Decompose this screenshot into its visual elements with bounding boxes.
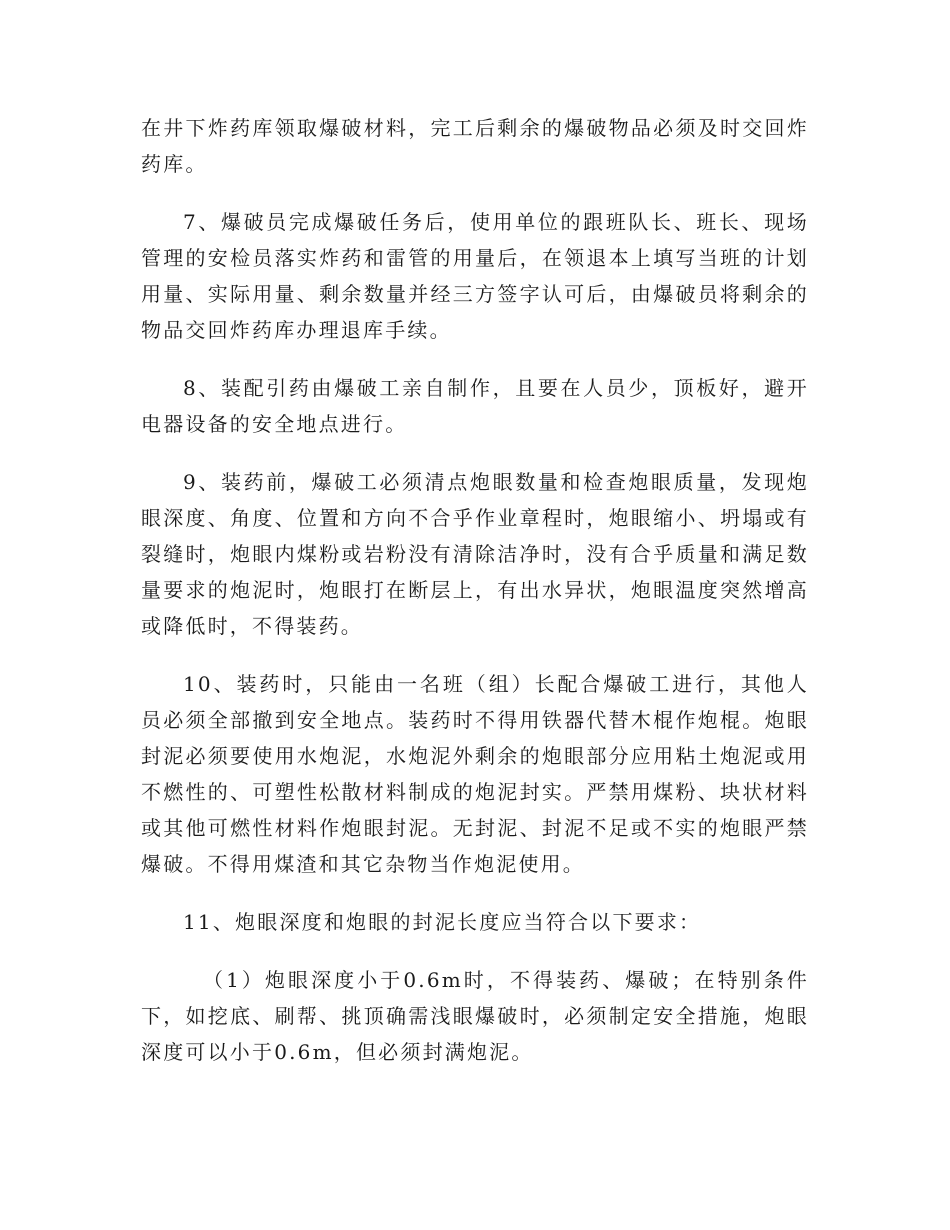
document-body [141, 110, 809, 1092]
paragraph-item-7: 7、爆破员完成爆破任务后，使用单位的跟班队长、班长、现场管理的安检员落实炸药和雷管的用量后，在领退本上填写当班的计划用量、实际用量、剩余数量并经三方签字认可后，由爆破员将剩余的物品交回炸药库办理退库手续。 [141, 210, 809, 342]
paragraph-continuation: 在井下炸药库领取爆破材料，完工后剩余的爆破物品必须及时交回炸药库。 [141, 116, 809, 176]
paragraph-item-11-sub-1: （1）炮眼深度小于0.6m时，不得装药、爆破；在特别条件下，如挖底、刷帮、挑顶确需浅眼爆破时，必须制定安全措施，炮眼深度可以小于0.6m，但必须封满炮泥。 [141, 968, 809, 1064]
paragraph-item-9: 9、装药前，爆破工必须清点炮眼数量和检查炮眼质量，发现炮眼深度、角度、位置和方向不合乎作业章程时，炮眼缩小、坍塌或有裂缝时，炮眼内煤粉或岩粉没有清除洁净时，没有合乎质量和满足数量要求的炮泥时，炮眼打在断层上，有出水异状，炮眼温度突然增高或降低时，不得装药。 [141, 470, 809, 638]
paragraph-item-8: 8、装配引药由爆破工亲自制作，且要在人员少，顶板好，避开电器设备的安全地点进行。 [141, 376, 809, 436]
paragraph-item-10: 10、装药时，只能由一名班（组）长配合爆破工进行，其他人员必须全部撤到安全地点。装药时不得用铁器代替木棍作炮棍。炮眼封泥必须要使用水炮泥，水炮泥外剩余的炮眼部分应用粘土炮泥或用不燃性的、可塑性松散材料制成的炮泥封实。严禁用煤粉、块状材料或其他可燃性材料作炮眼封泥。无封泥、封泥不足或不实的炮眼严禁爆破。不得用煤渣和其它杂物当作炮泥使用。 [141, 672, 809, 876]
paragraph-item-11: 11、炮眼深度和炮眼的封泥长度应当符合以下要求： [183, 910, 702, 934]
